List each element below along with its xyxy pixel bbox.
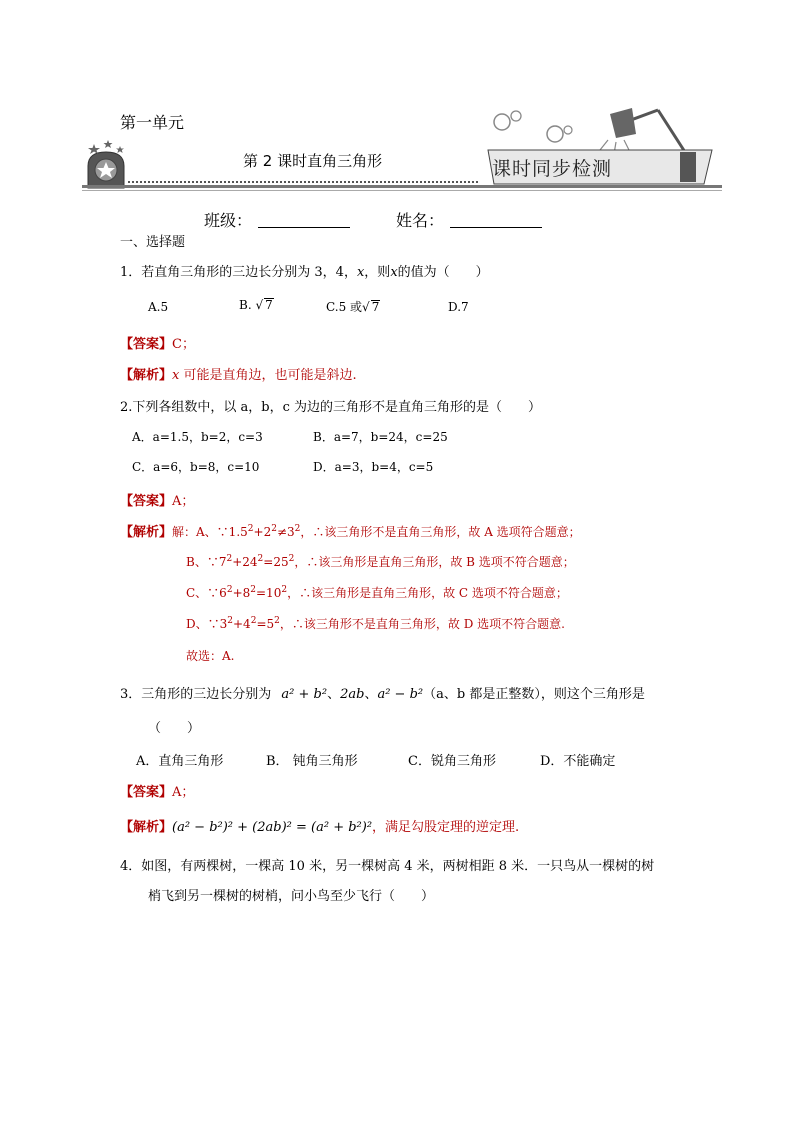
- q3-option-b[interactable]: B． 钝角三角形: [266, 754, 358, 769]
- q1-option-c[interactable]: C.5 或√ 7: [326, 300, 380, 314]
- q1-option-b[interactable]: B. √ 7: [239, 298, 273, 312]
- q1-stem-text-c: 的值为（ ）: [397, 265, 489, 280]
- q1-analysis-text: 可能是直角边，也可能是斜边.: [179, 368, 357, 383]
- q2-l4b: +4: [233, 617, 251, 631]
- q2-l2-sq2: 2: [257, 554, 264, 564]
- q2-l1d: ，∴该三角形不是直角三角形，故 A 选项符合题意；: [300, 525, 581, 539]
- q2-l4-sq2: 2: [250, 616, 257, 626]
- q2-l3-sq1: 2: [226, 585, 233, 595]
- q3-analysis-label: 【解析】: [120, 820, 173, 835]
- q2-stem: 2.下列各组数中，以 a，b，c 为边的三角形不是直角三角形的是（ ）: [120, 400, 542, 415]
- q3-answer-label: 【答案】: [120, 785, 173, 800]
- q3-expr2: 2ab: [340, 687, 365, 702]
- banner-divider-dots: [128, 181, 478, 183]
- q2-answer: [120, 490, 194, 509]
- q2-l4a: D、∵3: [186, 617, 228, 631]
- q1-var2: x: [390, 265, 398, 280]
- q3-analysis-formula: (a² − b²)² + (2ab)² = (a² + b²)²: [172, 820, 373, 835]
- q1-option-b-radicand: 7: [265, 298, 273, 312]
- banner-divider: [82, 185, 722, 188]
- q1-option-a[interactable]: A.5: [148, 300, 169, 314]
- unit-title: 第一单元: [120, 113, 185, 132]
- q3-option-d[interactable]: D．不能确定: [540, 754, 616, 769]
- q1-answer-label: 【答案】: [120, 337, 173, 352]
- q2-l3b: +8: [232, 586, 251, 600]
- q2-l2-sq1: 2: [226, 554, 233, 564]
- q1-analysis: [120, 364, 357, 383]
- q2-answer-value: A；: [172, 494, 195, 509]
- q2-l1-sq3: 2: [294, 524, 301, 534]
- lesson-title: 第 2 课时直角三角形: [243, 152, 383, 170]
- q1-answer-value: C；: [172, 337, 195, 352]
- q3-stem: [120, 683, 645, 702]
- q3-answer: [120, 781, 194, 800]
- q2-l4-sq1: 2: [227, 616, 233, 626]
- q2-l3d: ，∴该三角形是直角三角形，故 C 选项不符合题意；: [287, 586, 568, 600]
- q3-expr3: a² − b²: [377, 687, 424, 702]
- class-field[interactable]: [204, 208, 350, 231]
- q2-l1-sq2: 2: [271, 524, 277, 534]
- q3-option-a[interactable]: A．直角三角形: [136, 754, 224, 769]
- q2-analysis-line1: [120, 521, 581, 540]
- q3-analysis-text: ，满足勾股定理的逆定理.: [372, 820, 520, 835]
- q2-analysis-label: 【解析】: [120, 525, 173, 540]
- q3-sep1: 、: [327, 687, 341, 702]
- badge-text: 课时同步检测: [492, 158, 613, 180]
- q2-l1b: +2: [253, 525, 272, 539]
- q2-analysis-line2: [186, 553, 575, 570]
- q1-option-d[interactable]: D.7: [448, 300, 469, 314]
- q2-option-d[interactable]: D．a=3，b=4，c=5: [313, 460, 434, 474]
- q2-l3a: C、∵6: [186, 586, 227, 600]
- q1-option-c-radicand: 7: [371, 300, 380, 314]
- q2-l2d: ，∴该三角形是直角三角形，故 B 选项不符合题意；: [294, 555, 575, 569]
- q1-stem-text-a: 1．若直角三角形的三边长分别为 3，4，: [120, 265, 357, 280]
- name-label: 姓名：: [396, 211, 445, 230]
- q2-conclusion: 故选：A.: [186, 649, 235, 663]
- q1-stem: [120, 261, 489, 280]
- q2-analysis-line3: [186, 584, 568, 601]
- name-field[interactable]: [396, 208, 542, 231]
- star-emblem-icon: [84, 140, 132, 190]
- q3-stem-text: 3．三角形的三边长分别为: [120, 687, 272, 702]
- q3-blank: （ ）: [148, 721, 201, 736]
- q1-option-c-label: C.5 或: [326, 300, 363, 314]
- q2-option-b[interactable]: B．a=7，b=24，c=25: [313, 430, 448, 444]
- q2-l2-sq3: 2: [288, 554, 295, 564]
- q2-option-c[interactable]: C．a=6，b=8，c=10: [132, 460, 260, 474]
- q2-answer-label: 【答案】: [120, 494, 173, 509]
- q3-sep2: 、: [364, 687, 378, 702]
- q3-answer-value: A；: [172, 785, 195, 800]
- section-title: 一、选择题: [120, 235, 186, 250]
- q1-answer: [120, 333, 195, 352]
- q3-paren: （a、b 都是正整数），则这个三角形是: [423, 687, 645, 702]
- q3-analysis: [120, 816, 519, 835]
- q2-l1a: 解：A、∵1.5: [172, 525, 248, 539]
- class-blank[interactable]: [258, 213, 350, 228]
- q4-stem-line1: 4．如图，有两棵树，一棵高 10 米，另一棵树高 4 米，两树相距 8 米．一只鸟从一棵树的树: [120, 859, 655, 874]
- q2-l4-sq3: 2: [274, 616, 280, 626]
- q2-l3-sq2: 2: [250, 585, 256, 595]
- q3-expr1: a² + b²: [281, 687, 328, 702]
- name-blank[interactable]: [450, 213, 542, 228]
- q2-option-a[interactable]: A．a=1.5，b=2，c=3: [132, 430, 263, 444]
- q2-l3-sq3: 2: [281, 585, 288, 595]
- q2-analysis-line4: [186, 615, 565, 632]
- q1-var: x: [356, 265, 365, 280]
- q1-analysis-label: 【解析】: [120, 368, 173, 383]
- banner-divider-thin: [82, 190, 722, 191]
- q2-l2c: =25: [263, 555, 289, 569]
- q2-l4c: =5: [256, 617, 275, 631]
- q1-option-b-label: B.: [239, 298, 252, 312]
- q3-option-c[interactable]: C．锐角三角形: [408, 754, 496, 769]
- class-label: 班级：: [204, 211, 253, 230]
- q2-l1-sq1: 2: [247, 524, 254, 534]
- q2-l2b: +24: [232, 555, 258, 569]
- q1-stem-text-b: ，则: [364, 265, 391, 280]
- q4-stem-line2: 梢飞到另一棵树的树梢，问小鸟至少飞行（ ）: [148, 889, 435, 904]
- q2-l2a: B、∵7: [186, 555, 227, 569]
- q1-analysis-var: x: [172, 368, 180, 383]
- q2-l4d: ，∴该三角形不是直角三角形，故 D 选项不符合题意.: [279, 617, 565, 631]
- q2-l1c: ≠3: [276, 525, 295, 539]
- q2-l3c: =10: [256, 586, 282, 600]
